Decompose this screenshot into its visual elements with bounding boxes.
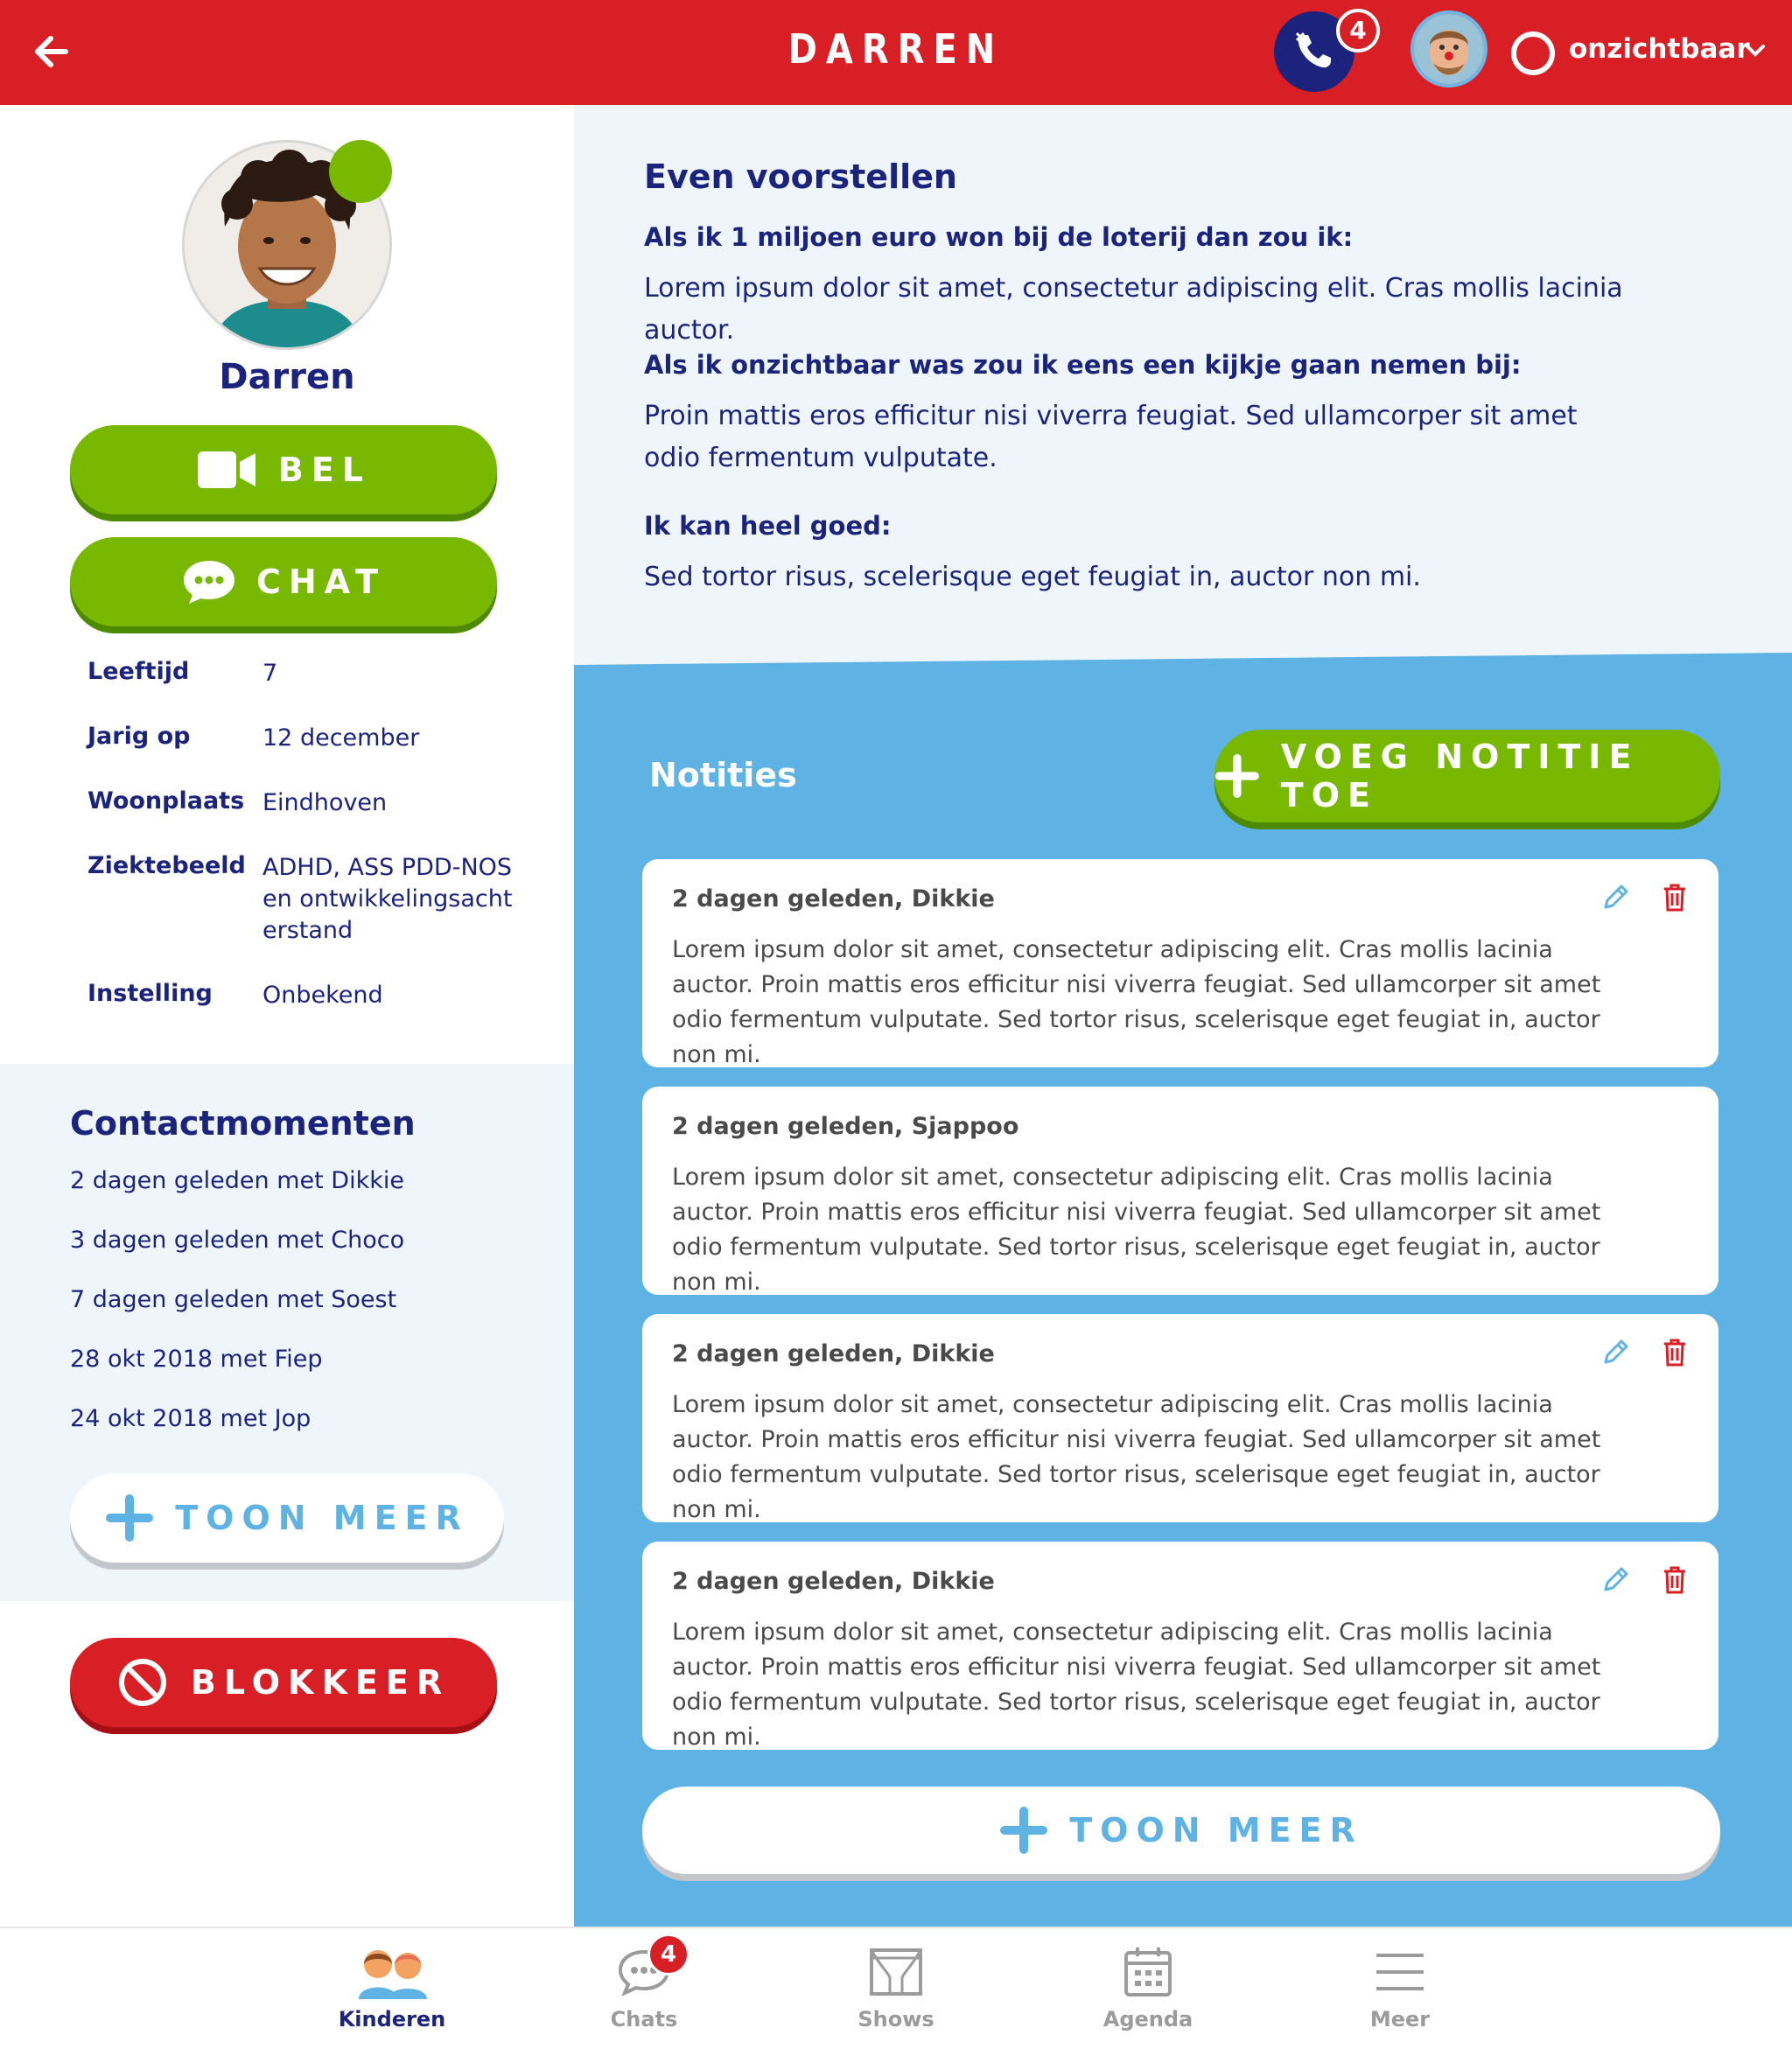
add-note-button[interactable] xyxy=(1214,730,1720,822)
info-key: Jarig op xyxy=(88,723,191,750)
status-label[interactable]: onzichtbaar xyxy=(1569,33,1750,65)
note-header: 2 dagen geleden, Dikkie xyxy=(672,1340,995,1367)
contact-moments-list xyxy=(70,1167,560,1465)
note-card xyxy=(642,859,1718,1067)
trash-icon xyxy=(1662,883,1688,913)
note-card xyxy=(642,1087,1718,1295)
notes-title: Notities xyxy=(649,756,797,794)
nav-label: Shows xyxy=(858,2007,934,2032)
call-button[interactable] xyxy=(70,425,497,514)
missed-call-icon xyxy=(1292,30,1336,73)
info-row-institution xyxy=(88,980,525,1011)
delete-note-button[interactable] xyxy=(1657,880,1692,915)
block-button[interactable] xyxy=(70,1638,497,1727)
chat-button[interactable] xyxy=(70,537,497,626)
pencil-icon xyxy=(1600,883,1630,913)
add-note-label: VOEG NOTITIE TOE xyxy=(1280,738,1640,815)
edit-note-button[interactable] xyxy=(1598,1563,1633,1598)
nav-label: Kinderen xyxy=(338,2007,446,2032)
contact-moment-item[interactable]: 3 dagen geleden met Choco xyxy=(70,1227,405,1254)
nav-item-kinderen[interactable] xyxy=(304,1944,480,2040)
page-title: DARREN xyxy=(788,26,1004,73)
profile-info-table xyxy=(88,658,525,1045)
info-key: Woonplaats xyxy=(88,787,245,815)
note-card xyxy=(642,1314,1718,1522)
calendar-icon xyxy=(1060,1944,1236,2000)
note-body: Lorem ipsum dolor sit amet, consectetur adipiscing elit. Cras mollis lacinia auctor. Proin mattis eros efficitur nisi viverra feugiat. Sed ullamcorper sit amet odio fermentum vulputate. Sed tortor risus, scelerisque eget feugiat in, auctor non mi. xyxy=(672,1619,1601,1751)
chats-unread-badge: 4 xyxy=(648,1934,690,1976)
chevron-down-icon[interactable] xyxy=(1745,42,1766,59)
trash-icon xyxy=(1662,1565,1688,1595)
block-icon xyxy=(117,1657,168,1708)
plus-icon xyxy=(1214,752,1260,801)
intro-answer: Sed tortor risus, scelerisque eget feugiat in, auctor non mi. xyxy=(644,562,1421,592)
info-row-birthday xyxy=(88,723,525,754)
intro-title: Even voorstellen xyxy=(644,157,957,196)
contact-show-more-label: TOON MEER xyxy=(175,1499,469,1537)
user-avatar[interactable] xyxy=(1410,10,1488,87)
pencil-icon xyxy=(1600,1565,1630,1595)
note-body: Lorem ipsum dolor sit amet, consectetur adipiscing elit. Cras mollis lacinia auctor. Proin mattis eros efficitur nisi viverra feugiat. Sed ullamcorper sit amet odio fermentum vulputate. Sed tortor risus, scelerisque eget feugiat in, auctor non mi. xyxy=(672,1391,1601,1523)
nav-label: Meer xyxy=(1369,2007,1431,2032)
missed-calls-badge: 4 xyxy=(1336,9,1380,52)
nav-item-agenda[interactable] xyxy=(1060,1944,1236,2040)
chat-bubble-icon xyxy=(556,1944,732,2000)
call-button-label: BEL xyxy=(277,451,372,489)
info-value: Eindhoven xyxy=(262,789,388,816)
note-header: 2 dagen geleden, Sjappoo xyxy=(672,1113,1019,1140)
note-body: Lorem ipsum dolor sit amet, consectetur adipiscing elit. Cras mollis lacinia auctor. Proin mattis eros efficitur nisi viverra feugiat. Sed ullamcorper sit amet odio fermentum vulputate. Sed tortor risus, scelerisque eget feugiat in, auctor non mi. xyxy=(672,1164,1601,1296)
intro-answer: Proin mattis eros efficitur nisi viverra feugiat. Sed ullamcorper sit amet odio fermentum vulputate. xyxy=(644,401,1578,473)
note-header: 2 dagen geleden, Dikkie xyxy=(672,1568,995,1595)
delete-note-button[interactable] xyxy=(1657,1563,1692,1598)
intro-question: Ik kan heel goed: xyxy=(644,511,892,541)
contact-moment-item[interactable]: 24 okt 2018 met Jop xyxy=(70,1405,312,1432)
speech-bubble-icon xyxy=(181,557,237,606)
note-card xyxy=(642,1542,1718,1750)
info-key: Instelling xyxy=(88,980,213,1007)
edit-note-button[interactable] xyxy=(1598,880,1633,915)
online-status-dot xyxy=(329,140,392,203)
intro-question: Als ik onzichtbaar was zou ik eens een kijkje gaan nemen bij: xyxy=(644,350,1522,380)
info-value: Onbekend xyxy=(262,982,383,1009)
nav-label: Chats xyxy=(610,2007,678,2032)
delete-note-button[interactable] xyxy=(1657,1335,1692,1370)
edit-note-button[interactable] xyxy=(1598,1335,1633,1370)
profile-name: Darren xyxy=(219,357,355,397)
menu-icon xyxy=(1312,1944,1488,2000)
intro-question: Als ik 1 miljoen euro won bij de loterij dan zou ik: xyxy=(644,222,1354,252)
trash-icon xyxy=(1662,1338,1688,1367)
plus-icon xyxy=(999,1806,1048,1855)
info-value: 12 december xyxy=(262,724,420,752)
contact-show-more-button[interactable] xyxy=(70,1473,504,1563)
avatar-image xyxy=(1414,14,1484,84)
info-row-diagnosis xyxy=(88,852,525,947)
chat-button-label: CHAT xyxy=(256,563,387,601)
info-key: Ziektebeeld xyxy=(88,852,246,879)
note-body: Lorem ipsum dolor sit amet, consectetur adipiscing elit. Cras mollis lacinia auctor. Proin mattis eros efficitur nisi viverra feugiat. Sed ullamcorper sit amet odio fermentum vulputate. Sed tortor risus, scelerisque eget feugiat in, auctor non mi. xyxy=(672,936,1601,1068)
nav-item-shows[interactable] xyxy=(808,1944,984,2040)
contact-moments-title: Contactmomenten xyxy=(70,1104,416,1143)
contact-moment-item[interactable]: 28 okt 2018 met Fiep xyxy=(70,1346,323,1373)
nav-item-chats[interactable] xyxy=(556,1944,732,2040)
block-button-label: BLOKKEER xyxy=(190,1663,451,1702)
nav-label: Agenda xyxy=(1102,2007,1194,2032)
notes-show-more-label: TOON MEER xyxy=(1069,1811,1363,1850)
status-indicator[interactable] xyxy=(1511,31,1555,75)
video-camera-icon xyxy=(196,450,259,490)
pencil-icon xyxy=(1600,1338,1630,1367)
info-row-residence xyxy=(88,787,525,819)
plus-icon xyxy=(105,1493,154,1542)
intro-answer: Lorem ipsum dolor sit amet, consectetur adipiscing elit. Cras mollis lacinia auctor. xyxy=(644,273,1623,346)
info-key: Leeftijd xyxy=(88,658,190,685)
note-header: 2 dagen geleden, Dikkie xyxy=(672,885,995,913)
contact-moment-item[interactable]: 2 dagen geleden met Dikkie xyxy=(70,1167,404,1194)
notes-show-more-button[interactable] xyxy=(642,1787,1720,1874)
info-row-age xyxy=(88,658,525,689)
contact-moment-item[interactable]: 7 dagen geleden met Soest xyxy=(70,1286,397,1313)
children-icon xyxy=(304,1944,480,2000)
info-value: 7 xyxy=(262,660,278,687)
info-value: ADHD, ASS PDD-NOS en ontwikkelingsachterstand xyxy=(262,854,513,944)
theater-icon xyxy=(808,1944,984,2000)
nav-item-meer[interactable] xyxy=(1312,1944,1488,2040)
